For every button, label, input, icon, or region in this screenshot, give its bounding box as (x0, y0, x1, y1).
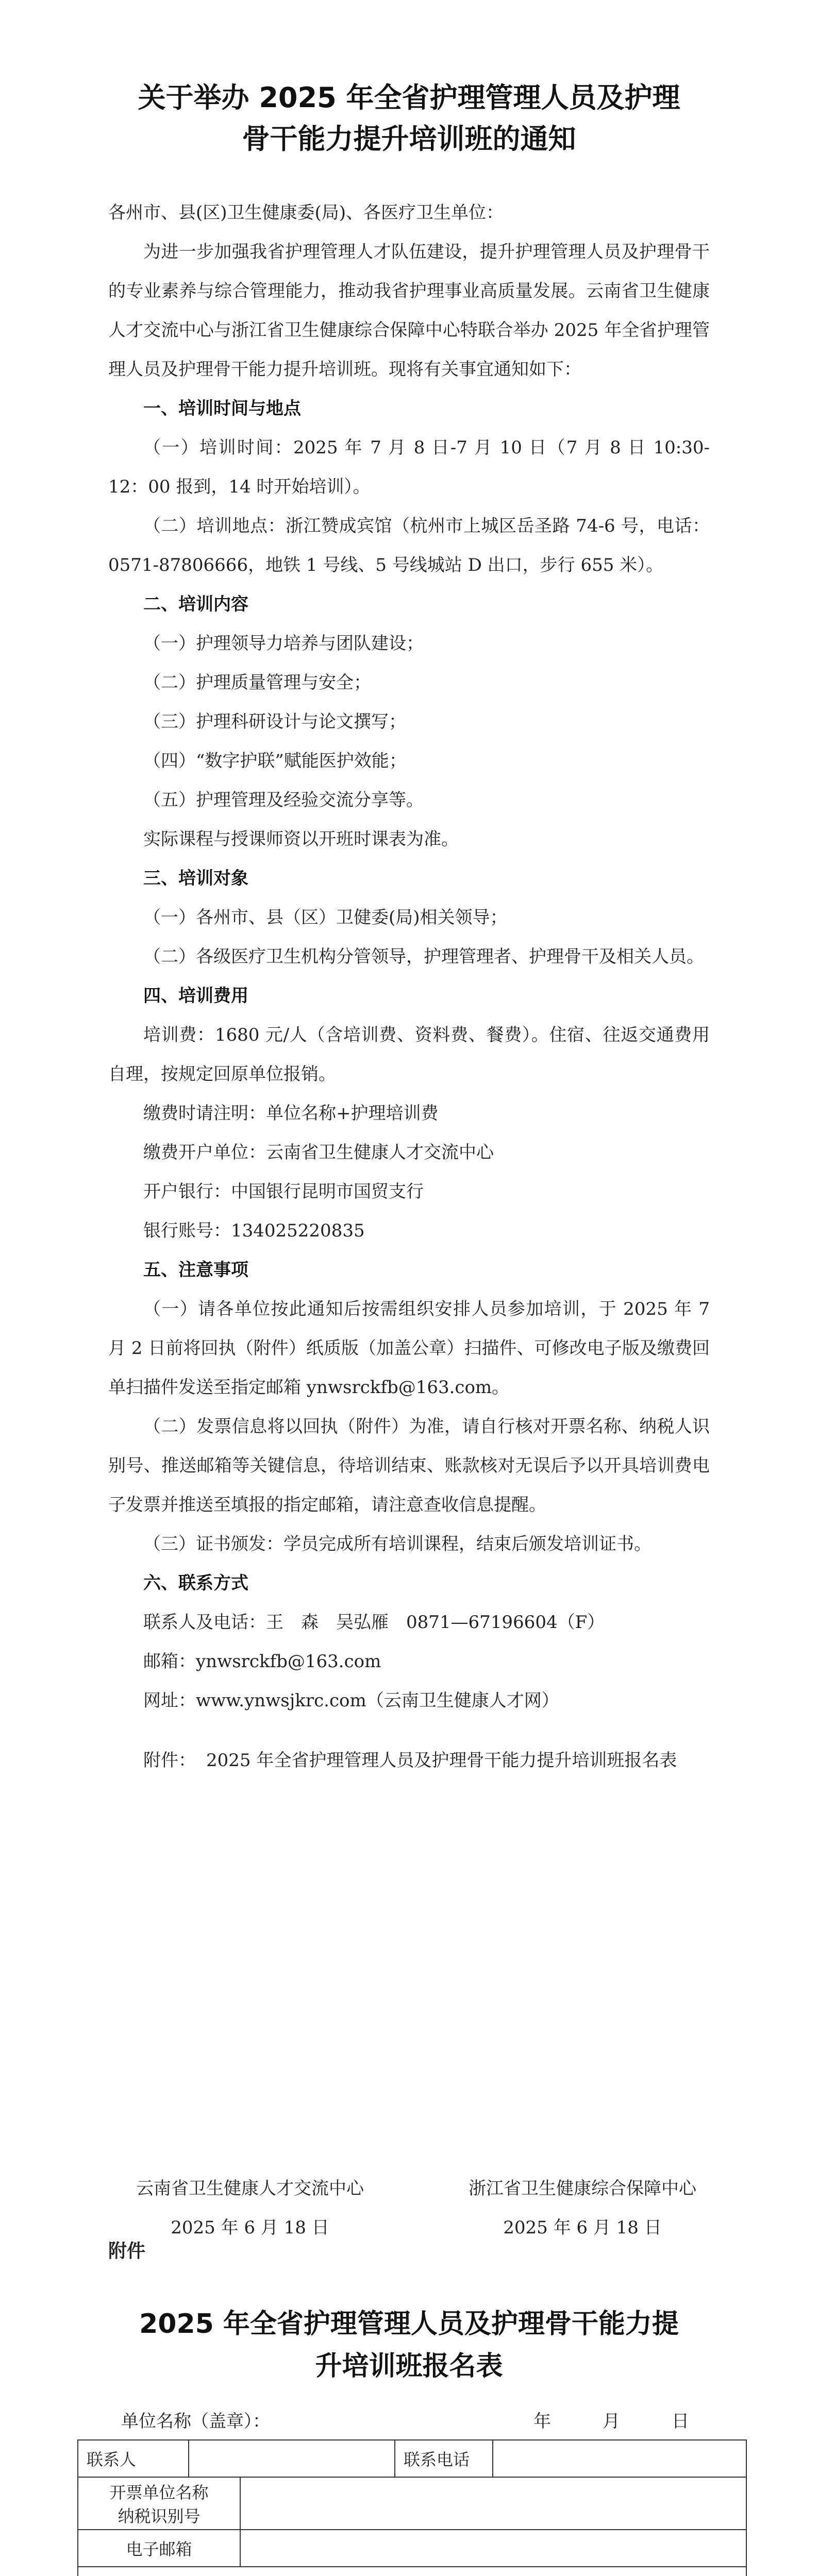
form-date (533, 2406, 741, 2437)
training-location: （二）培训地点：浙江赞成宾馆（杭州市上城区岳圣路 74-6 号，电话：0571-87806666，地铁 1 号线、5 号线城站 D 出口，步行 655 米）。 (108, 516, 710, 575)
notice-title-line-2: 骨干能力提升培训班的通知 (242, 123, 576, 155)
signer-org: 浙江省卫生健康综合保障中心 (469, 2178, 696, 2199)
content-item: （一）护理领导力培养与团队建设； (143, 633, 424, 654)
notice-title (98, 77, 720, 160)
section-heading-audience: 三、培训对象 (143, 868, 248, 889)
notice-title-line-1: 关于举办 2025 年全省护理管理人员及护理 (138, 81, 680, 114)
audience-item-1: （一）各州市、县（区）卫健委(局)相关领导； (143, 907, 508, 928)
payment-note: 缴费时请注明：单位名称+护理培训费 (143, 1103, 439, 1124)
form-title-line-2: 升培训班报名表 (315, 2351, 503, 2382)
attachment-label: 附件： (143, 1750, 196, 1771)
contact-email: 邮箱：ynwsrckfb@163.com (143, 1651, 381, 1672)
invoice-name-label: 开票单位名称 (109, 2483, 209, 2502)
account-holder: 缴费开户单位：云南省卫生健康人才交流中心 (143, 1142, 494, 1163)
date-day-label: 日 (672, 2411, 689, 2432)
content-item: （四）“数字护联”赋能医护效能； (143, 751, 407, 771)
form-title-line-1: 2025 年全省护理管理人员及护理骨干能力提 (139, 2309, 679, 2340)
attachment-line (108, 1741, 710, 1780)
tax-id-label: 纳税识别号 (118, 2506, 201, 2526)
section-heading-time-place: 一、培训时间与地点 (143, 398, 301, 419)
form-title (98, 2303, 720, 2387)
email-cell[interactable] (240, 2530, 746, 2567)
intro-paragraph: 为进一步加强我省护理管理人才队伍建设，提升护理管理人员及护理骨干的专业素养与综合管理能力，推动我省护理事业高质量发展。云南省卫生健康人才交流中心与浙江省卫生健康综合保障中心特联合举办 2025 年全省护理管理人员及护理骨干能力提升培训班。现将有关事宜通知如下： (108, 242, 710, 380)
content-item: （三）护理科研设计与论文撰写； (143, 711, 406, 732)
invoice-tax-label (78, 2477, 240, 2530)
notes-item-1: （一）请各单位按此通知后按需组织安排人员参加培训，于 2025 年 7 月 2 日前将回执（附件）纸质版（加盖公章）扫描件、可修改电子版及缴费回单扫描件发送至指定邮箱 ynwsrckfb@163.com。 (108, 1299, 710, 1398)
unit-name-label: 单位名称（盖章）： (121, 2411, 270, 2432)
attachment-heading: 附件 (108, 2241, 146, 2262)
contact-person-phone: 联系人及电话：王 森 吴弘雁 0871—67196604（F） (143, 1612, 605, 1633)
contact-person-label: 联系人 (78, 2440, 189, 2477)
contact-phone-cell[interactable] (493, 2440, 746, 2477)
form-row-contact (78, 2440, 746, 2477)
form-row-email (78, 2530, 746, 2567)
section-heading-contact: 六、联系方式 (143, 1573, 248, 1594)
bank-name: 开户银行：中国银行昆明市国贸支行 (143, 1181, 424, 1202)
contact-phone-label: 联系电话 (395, 2440, 493, 2477)
section-heading-fees: 四、培训费用 (143, 986, 248, 1006)
notice-body (108, 193, 710, 1780)
content-item: （二）护理质量管理与安全； (143, 672, 371, 693)
email-label: 电子邮箱 (78, 2530, 240, 2567)
content-item: （五）护理管理及经验交流分享等。 (143, 790, 424, 810)
date-month-label: 月 (603, 2411, 620, 2432)
invoice-tax-cell[interactable] (240, 2477, 746, 2530)
signer-date: 2025 年 6 月 18 日 (503, 2217, 662, 2238)
date-year-label: 年 (533, 2411, 551, 2432)
signature-block-yunnan (106, 2169, 394, 2247)
bank-account: 银行账号：134025220835 (143, 1221, 365, 1241)
contact-website: 网址：www.ynwsjkrc.com（云南卫生健康人才网） (143, 1690, 559, 1711)
notes-item-2: （二）发票信息将以回执（附件）为准，请自行核对开票名称、纳税人识别号、推送邮箱等关键信息，待培训结束、账款核对无误后予以开具培训费电子发票并推送至填报的指定邮箱，请注意查收信息提醒。 (108, 1416, 710, 1515)
form-row-invoice (78, 2477, 746, 2530)
signer-date: 2025 年 6 月 18 日 (171, 2217, 329, 2238)
section-heading-notes: 五、注意事项 (143, 1260, 248, 1280)
contact-person-cell[interactable] (189, 2440, 395, 2477)
audience-item-2: （二）各级医疗卫生机构分管领导，护理管理者、护理骨干及相关人员。 (143, 946, 704, 967)
training-time: （一）培训时间：2025 年 7 月 8 日-7 月 10 日（7 月 8 日 10:30-12：00 报到，14 时开始培训）。 (108, 437, 710, 497)
registration-form-table (77, 2439, 747, 2576)
participants-header (78, 2567, 746, 2576)
content-note: 实际课程与授课师资以开班时课表为准。 (143, 829, 459, 850)
section-heading-content: 二、培训内容 (143, 594, 248, 615)
form-row-participants-header (78, 2567, 746, 2576)
fee-description: 培训费：1680 元/人（含培训费、资料费、餐费）。住宿、往返交通费用自理，按规定回原单位报销。 (108, 1025, 710, 1084)
signer-org: 云南省卫生健康人才交流中心 (136, 2178, 364, 2199)
attachment-text: 2025 年全省护理管理人员及护理骨干能力提升培训班报名表 (206, 1750, 677, 1771)
salutation: 各州市、县(区)卫生健康委(局)、各医疗卫生单位： (108, 202, 504, 223)
notes-item-3: （三）证书颁发：学员完成所有培训课程，结束后颁发培训证书。 (143, 1534, 652, 1554)
signature-block-zhejiang (428, 2169, 737, 2247)
